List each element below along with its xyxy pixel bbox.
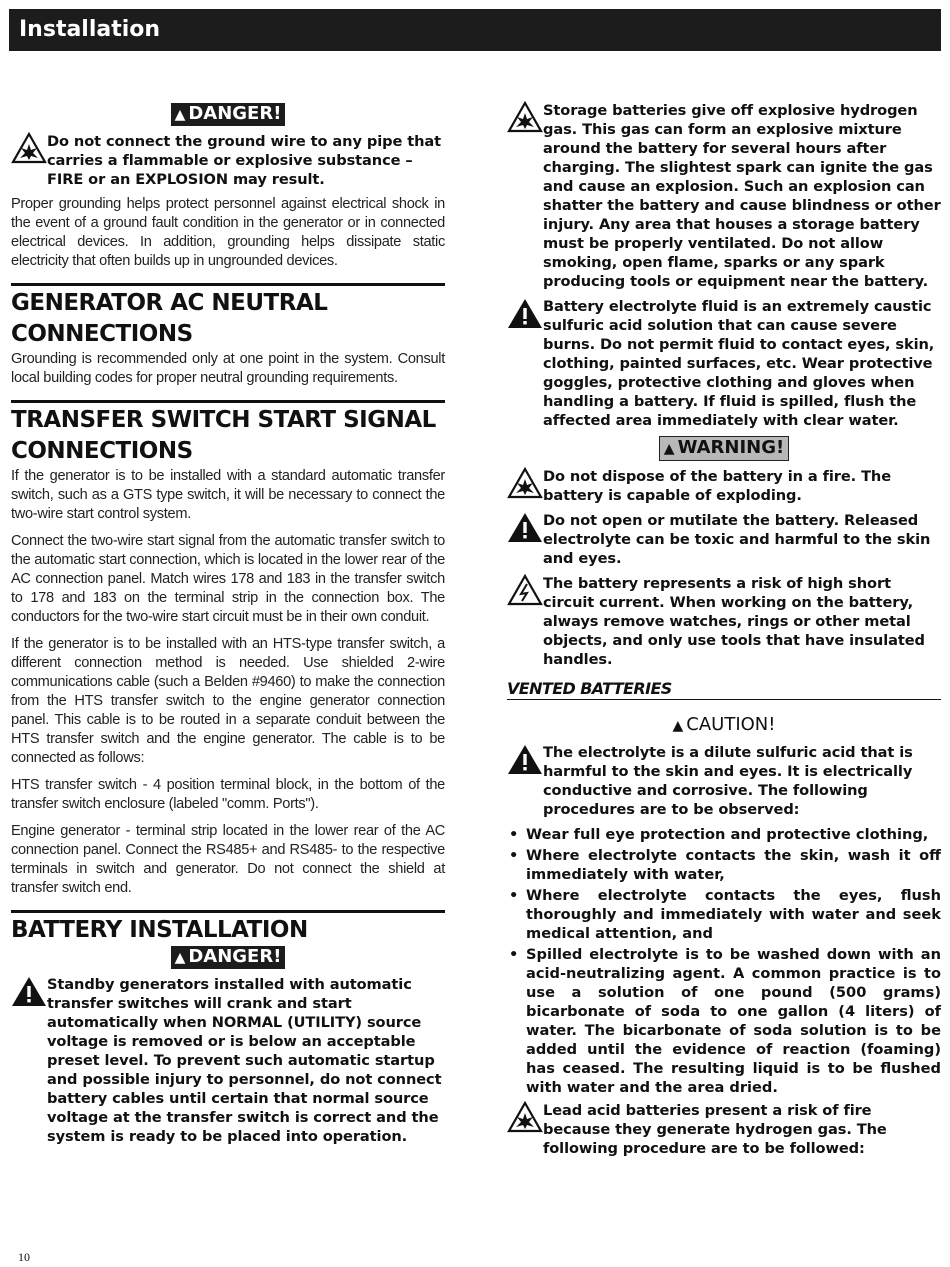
electric-shock-icon: [507, 574, 543, 606]
section-divider: [11, 283, 445, 286]
exclamation-triangle-icon: [507, 743, 543, 775]
transfer-paragraph: Engine generator - terminal strip located in the lower rear of the AC connection panel. Connect the RS485+ and RS485- to the respective terminals in switch and generator. Do not connect the shield at transfer switch end.: [11, 823, 445, 896]
explosion-icon: [11, 132, 47, 164]
danger-notice-2: [11, 946, 445, 969]
danger-item-battery: Standby generators installed with automatic transfer switches will crank and start automatically when NORMAL (UTILITY) source voltage is removed or is below an acceptable preset level. To prevent such automatic startup and possible injury to personnel, do not connect battery cables until certain that normal source voltage at the transfer switch is correct and the system is ready to be placed into operation.: [11, 975, 445, 1146]
warning-triangle-icon: ▲: [672, 718, 684, 734]
procedure-list: [507, 825, 941, 1097]
transfer-paragraph: HTS transfer switch - 4 position terminal block, in the bottom of the transfer switch enclosure (labeled "comm. Ports").: [11, 777, 445, 812]
danger-item-ground: Do not connect the ground wire to any pipe that carries a flammable or explosive substance – FIRE or an EXPLOSION may result.: [11, 132, 445, 189]
caution-badge: ▲ CAUTION!: [672, 714, 776, 735]
transfer-paragraph: If the generator is to be installed with a standard automatic transfer switch, such as a GTS type switch, it will be necessary to connect the two-wire start control system.: [11, 468, 445, 522]
warning-item-short-circuit: The battery represents a risk of high short circuit current. When working on the battery, always remove watches, rings or other metal objects, and only use tools that have insulated handles.: [507, 574, 941, 669]
left-column: [11, 103, 445, 1152]
warning-item-fire: Do not dispose of the battery in a fire. The battery is capable of exploding.: [507, 467, 941, 505]
list-item: • Wear full eye protection and protective clothing,: [507, 825, 941, 844]
danger-badge: ▲ DANGER!: [171, 946, 286, 969]
warning-triangle-icon: ▲: [174, 950, 186, 966]
section-title-transfer: TRANSFER SWITCH START SIGNAL CONNECTIONS: [11, 407, 436, 464]
page-header: [9, 9, 941, 51]
section-divider: [11, 910, 445, 913]
danger-badge: ▲ DANGER!: [171, 103, 286, 126]
warning-triangle-icon: ▲: [174, 107, 186, 123]
section-title-neutral: GENERATOR AC NEUTRAL CONNECTIONS: [11, 290, 328, 347]
warning-item-electrolyte: Battery electrolyte fluid is an extremely caustic sulfuric acid solution that can cause severe burns. Do not permit fluid to contact eyes, skin, clothing, painted surfaces, etc. Wear protective goggles, protective clothing and gloves when handling a battery. If fluid is spilled, flush the affected area immediately with clear water.: [507, 297, 941, 430]
section-title-battery: BATTERY INSTALLATION: [11, 917, 308, 943]
warning-item-hydrogen: Storage batteries give off explosive hydrogen gas. This gas can form an explosive mixture around the battery for several hours after charging. The slightest spark can ignite the gas and cause an explosion. Such an explosion can shatter the battery and cause blindness or other injury. Any area that houses a storage battery must be properly ventilated. Do not allow smoking, open flame, sparks or any spark producing tools or equipment near the battery.: [507, 101, 941, 291]
caution-item-electrolyte: The electrolyte is a dilute sulfuric acid that is harmful to the skin and eyes. It is electrically conductive and corrosive. The following procedures are to be observed:: [507, 743, 941, 819]
grounding-paragraph: Proper grounding helps protect personnel against electrical shock in the event of a ground fault condition in the generator or in connected electrical devices. In addition, grounding helps dissipate static electricity that often builds up in ungrounded devices.: [11, 196, 445, 269]
neutral-paragraph: Grounding is recommended only at one point in the system. Consult local building codes for proper neutral grounding requirements.: [11, 351, 445, 386]
page-number: 10: [18, 1250, 30, 1264]
right-column: [507, 101, 941, 1164]
header-title: Installation: [19, 17, 161, 42]
list-item: • Where electrolyte contacts the skin, wash it off immediately with water,: [507, 846, 941, 884]
exclamation-triangle-icon: [507, 511, 543, 543]
subheading-vented-batteries: VENTED BATTERIES: [507, 679, 941, 700]
transfer-paragraph: If the generator is to be installed with an HTS-type transfer switch, a different connection method is needed. Use shielded 2-wire communications cable (such a Belden #9460) to make the connection from the HTS transfer switch to the engine generator connection panel. This cable is to be routed in a separate conduit between the HTS transfer switch and the engine generator. The cable is to be connected as follows:: [11, 636, 445, 766]
caution-notice: [507, 714, 941, 737]
transfer-paragraph: Connect the two-wire start signal from the automatic transfer switch to the automatic start connection, which is located in the lower rear of the AC connection panel. Match wires 178 and 183 in the transfer switch to 178 and 183 on the terminal strip in the connection box. The conductors for the two-wire start circuit must be in their own conduit.: [11, 533, 445, 625]
explosion-icon: [507, 101, 543, 133]
explosion-icon: [507, 467, 543, 499]
exclamation-triangle-icon: [11, 975, 47, 1007]
warning-item-lead-acid: Lead acid batteries present a risk of fire because they generate hydrogen gas. The following procedure are to be followed:: [507, 1101, 941, 1158]
section-divider: [11, 400, 445, 403]
warning-triangle-icon: ▲: [663, 441, 675, 457]
explosion-icon: [507, 1101, 543, 1133]
warning-badge: ▲ WARNING!: [659, 436, 789, 461]
warning-item-mutilate: Do not open or mutilate the battery. Released electrolyte can be toxic and harmful to the skin and eyes.: [507, 511, 941, 568]
list-item: • Where electrolyte contacts the eyes, flush thoroughly and immediately with water and seek medical attention, and: [507, 886, 941, 943]
list-item: • Spilled electrolyte is to be washed down with an acid-neutralizing agent. A common practice is to use a solution of one pound (500 grams) bicarbonate of soda to one gallon (4 liters) of water. The bicarbonate of soda solution is to be added until the evidence of reaction (foaming) has ceased. The resulting liquid is to be flushed with water and the area dried.: [507, 945, 941, 1097]
exclamation-triangle-icon: [507, 297, 543, 329]
warning-notice: [507, 436, 941, 461]
danger-notice-1: [11, 103, 445, 126]
